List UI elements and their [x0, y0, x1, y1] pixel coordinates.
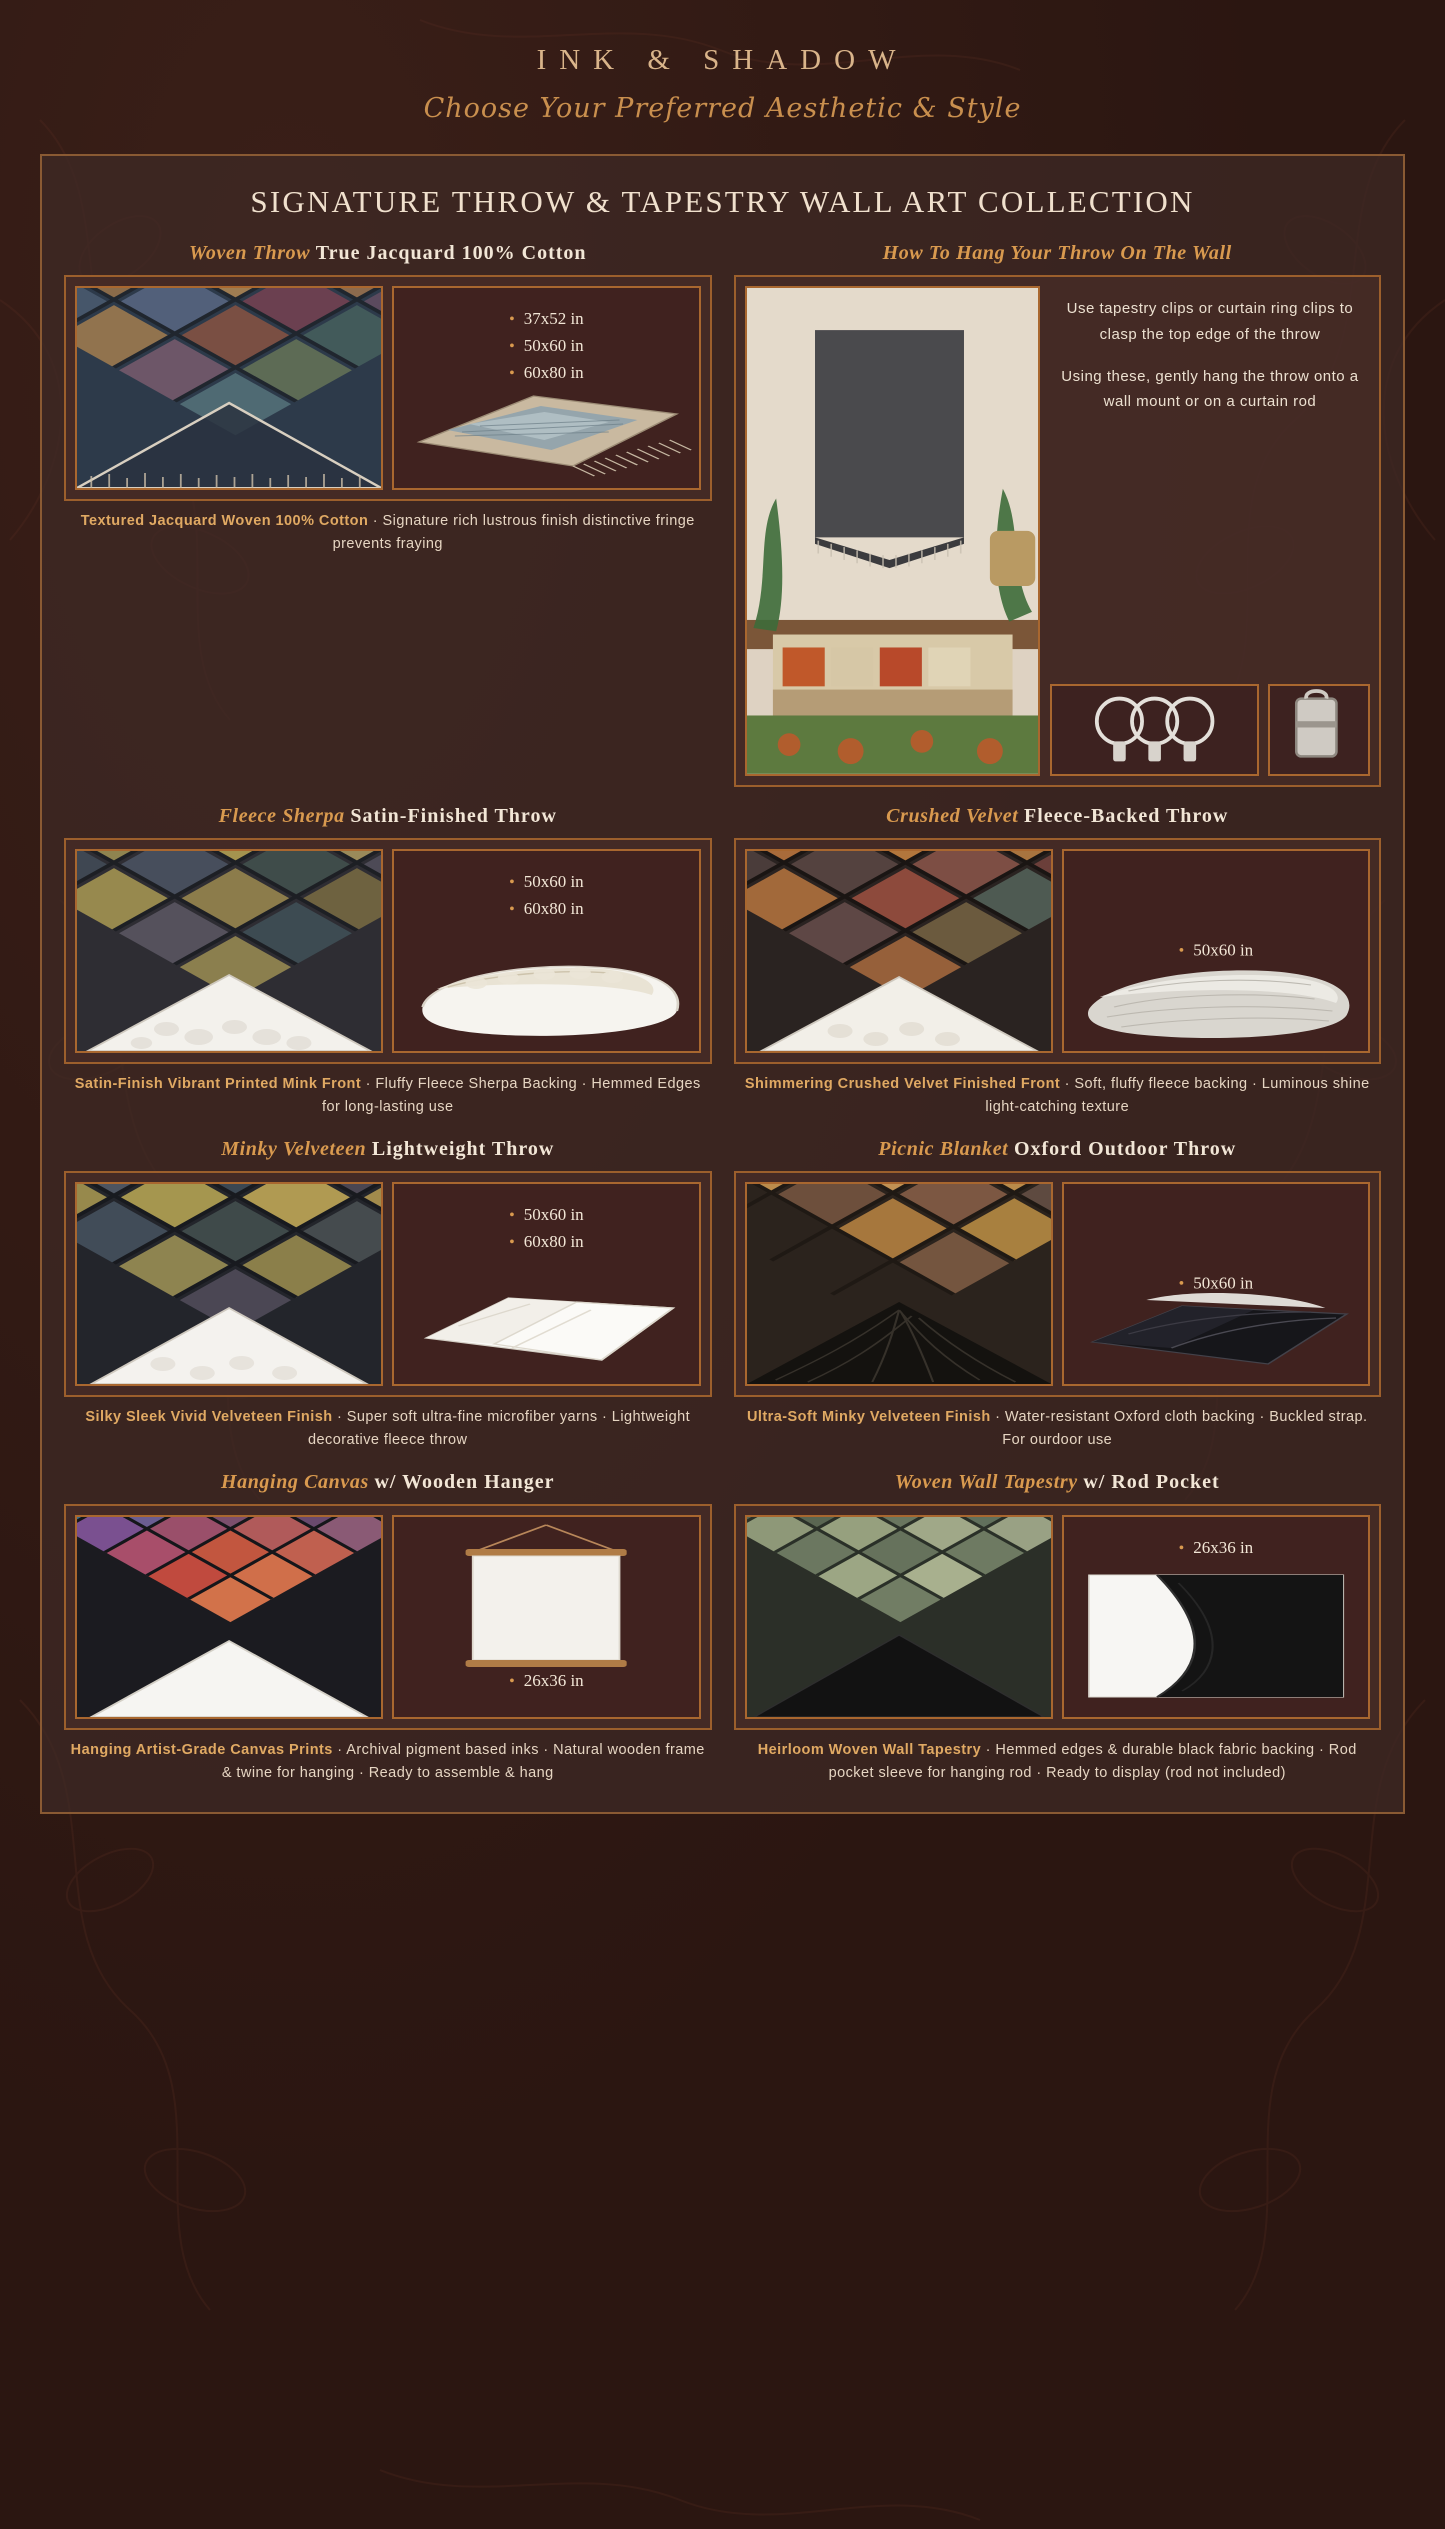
how-to-hang-block	[734, 242, 1382, 787]
size-option: • 60x80 in	[394, 360, 698, 387]
caption-highlight: Textured Jacquard Woven 100% Cotton	[80, 513, 369, 529]
block-title-rest: w/ Wooden Hanger	[374, 1470, 555, 1493]
caption-highlight: Shimmering Crushed Velvet Finished Front	[744, 1075, 1061, 1092]
block-body	[64, 1504, 712, 1730]
block-title-rest: Oxford Outdoor Throw	[1013, 1137, 1237, 1160]
hang-body	[734, 275, 1382, 787]
product-swatch-image	[75, 1515, 383, 1719]
block-body	[734, 838, 1382, 1064]
product-folded-image	[392, 1515, 700, 1719]
block-body	[64, 838, 712, 1064]
curtain-ring-clips-icon	[1050, 684, 1259, 776]
block-title-rest: Fleece-Backed Throw	[1024, 804, 1229, 827]
block-title	[734, 805, 1382, 828]
product-folded-image	[1062, 849, 1370, 1053]
hang-paragraph: Using these, gently hang the throw onto a wall mount or on a curtain rod	[1061, 367, 1359, 411]
brand-title: INK & SHADOW	[536, 44, 909, 76]
product-caption	[734, 1406, 1382, 1453]
block-title-rest: Satin-Finished Throw	[350, 804, 557, 827]
product-swatch-image	[745, 849, 1053, 1053]
caption-text: · Super soft ultra-fine microfiber yarns · Lightweight decorative fleece throw	[308, 1408, 691, 1449]
size-list	[1064, 937, 1368, 964]
size-list	[394, 869, 698, 923]
size-option: • 37x52 in	[394, 306, 698, 333]
page-title: SIGNATURE THROW & TAPESTRY WALL ART COLLECTION	[250, 184, 1195, 219]
product-block-woven-throw	[64, 242, 712, 787]
tapestry-clip-icon	[1268, 684, 1370, 776]
block-title-rest: w/ Rod Pocket	[1083, 1470, 1220, 1493]
size-list	[394, 1668, 698, 1695]
caption-highlight: Silky Sleek Vivid Velveteen Finish	[85, 1408, 333, 1425]
size-list	[1064, 1535, 1368, 1562]
product-caption	[64, 1739, 712, 1786]
block-body	[64, 275, 712, 501]
tagline: Choose Your Preferred Aesthetic & Style	[423, 93, 1022, 124]
product-swatch-image	[75, 849, 383, 1053]
hang-paragraph: Use tapestry clips or curtain ring clips to clasp the top edge of the throw	[1066, 300, 1354, 343]
product-caption	[64, 1406, 712, 1453]
hang-text	[1050, 286, 1370, 684]
size-option: • 50x60 in	[394, 869, 698, 896]
hang-icon-row	[1050, 684, 1370, 776]
block-title-emphasis: Woven Wall Tapestry	[894, 1470, 1078, 1493]
block-title-emphasis: Minky Velveteen	[221, 1137, 367, 1160]
product-block-picnic-blanket	[734, 1138, 1382, 1453]
size-option: • 60x80 in	[394, 896, 698, 923]
size-option: • 50x60 in	[394, 333, 698, 360]
product-grid	[64, 242, 1381, 1786]
block-title	[64, 805, 712, 828]
block-title	[734, 242, 1382, 265]
caption-highlight: Heirloom Woven Wall Tapestry	[757, 1741, 982, 1758]
hang-instructions	[1050, 286, 1370, 776]
product-caption	[734, 1073, 1382, 1120]
product-swatch-image	[75, 286, 383, 490]
size-option: • 26x36 in	[394, 1668, 698, 1695]
product-block-fleece-sherpa	[64, 805, 712, 1120]
product-folded-image	[392, 286, 700, 490]
product-caption	[64, 510, 712, 557]
caption-text: · Water-resistant Oxford cloth backing · Buckled strap. For ourdoor use	[990, 1408, 1368, 1449]
collection-panel	[40, 154, 1405, 1814]
product-folded-image	[392, 849, 700, 1053]
block-title	[734, 1138, 1382, 1161]
block-title	[64, 1138, 712, 1161]
product-caption	[734, 1739, 1382, 1786]
caption-highlight: Ultra-Soft Minky Velveteen Finish	[746, 1408, 991, 1425]
product-block-woven-wall-tapestry	[734, 1471, 1382, 1786]
product-block-hanging-canvas	[64, 1471, 712, 1786]
product-folded-image	[392, 1182, 700, 1386]
size-option: • 50x60 in	[1064, 1270, 1368, 1297]
block-body	[64, 1171, 712, 1397]
product-folded-image	[1062, 1182, 1370, 1386]
caption-text: · Fluffy Fleece Sherpa Backing · Hemmed Edges for long-lasting use	[321, 1075, 701, 1116]
block-title-emphasis: Fleece Sherpa	[218, 804, 345, 827]
caption-highlight: Hanging Artist-Grade Canvas Prints	[70, 1741, 333, 1758]
caption-text: · Soft, fluffy fleece backing · Luminous shine light-catching texture	[985, 1075, 1370, 1116]
page-header	[0, 0, 1445, 124]
size-list	[1064, 1270, 1368, 1297]
block-body	[734, 1171, 1382, 1397]
block-title-emphasis: How To Hang Your Throw On The Wall	[882, 242, 1232, 264]
product-swatch-image	[75, 1182, 383, 1386]
size-option: • 26x36 in	[1064, 1535, 1368, 1562]
product-folded-image	[1062, 1515, 1370, 1719]
size-option: • 60x80 in	[394, 1229, 698, 1256]
block-title-rest: Lightweight Throw	[371, 1137, 555, 1160]
block-title	[734, 1471, 1382, 1494]
product-block-crushed-velvet	[734, 805, 1382, 1120]
block-title	[64, 242, 712, 265]
caption-highlight: Satin-Finish Vibrant Printed Mink Front	[74, 1075, 362, 1092]
size-option: • 50x60 in	[394, 1202, 698, 1229]
product-swatch-image	[745, 1515, 1053, 1719]
block-title-emphasis: Woven Throw	[188, 242, 311, 264]
product-caption	[64, 1073, 712, 1120]
size-list	[394, 1202, 698, 1256]
hanging-throw-photo	[745, 286, 1040, 776]
caption-text: · Hemmed edges & durable black fabric backing · Rod pocket sleeve for hanging rod · Ready to display (rod not included)	[828, 1741, 1357, 1782]
block-body	[734, 1504, 1382, 1730]
product-swatch-image	[745, 1182, 1053, 1386]
size-list	[394, 306, 698, 386]
block-title-emphasis: Hanging Canvas	[220, 1470, 369, 1493]
size-option: • 50x60 in	[1064, 937, 1368, 964]
block-title	[64, 1471, 712, 1494]
block-title-rest: True Jacquard 100% Cotton	[315, 242, 587, 264]
caption-text: · Signature rich lustrous finish distinctive fringe prevents fraying	[332, 513, 695, 553]
block-title-emphasis: Picnic Blanket	[878, 1137, 1009, 1160]
product-block-minky-velveteen	[64, 1138, 712, 1453]
caption-text: · Archival pigment based inks · Natural wooden frame & twine for hanging · Ready to assemble & hang	[221, 1741, 705, 1782]
block-title-emphasis: Crushed Velvet	[886, 804, 1019, 827]
